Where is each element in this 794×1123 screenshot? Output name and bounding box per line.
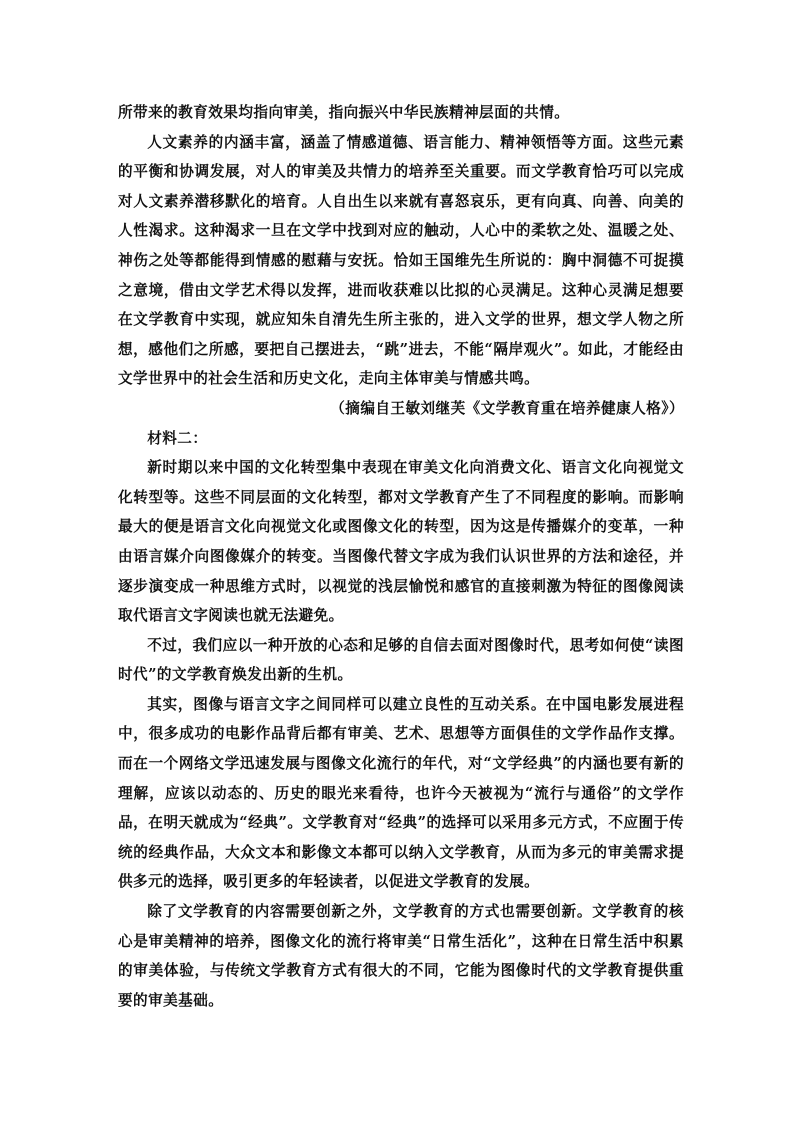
paragraph-humanistic-literacy: 人文素养的内涵丰富，涵盖了情感道德、语言能力、精神领悟等方面。这些元素的平衡和协调发展，对人的审美及共情力的培养至关重要。而文学教育恰巧可以完成对人文素养潜移默化的培育。人自出生以来就有喜怒哀乐，更有向真、向善、向美的人性渴求。这种渴求一旦在文学中找到对应的触动，人心中的柔软之处、温暖之处、神伤之处等都能得到情感的慰藉与安抚。恰如王国维先生所说的：胸中洞德不可捉摸之意境，借由文学艺术得以发挥，进而收获难以比拟的心灵满足。这种心灵满足想要在文学教育中实现，就应知朱自清先生所主张的，进入文学的世界，想文学人物之所想，感他们之所感，要把自己摆进去，“跳”进去，不能“隔岸观火”。如此，才能经由文学世界中的社会生活和历史文化，走向主体审美与情感共鸣。 bbox=[118, 133, 684, 388]
paragraph-cultural-transformation: 新时期以来中国的文化转型集中表现在审美文化向消费文化、语言文化向视觉文化转型等。这些不同层面的文化转型，都对文学教育产生了不同程度的影响。而影响最大的便是语言文化向视觉文化或图像文化的转型，因为这是传播媒介的变革，一种由语言媒介向图像媒介的转变。当图像代替文字成为我们认识世界的方法和途径，并逐步演变成一种思维方式时，以视觉的浅层愉悦和感官的直接刺激为特征的图像阅读取代语言文字阅读也就无法避免。 bbox=[118, 459, 684, 625]
source-citation: （摘编自王敏刘继芙《文学教育重在培养健康人格》） bbox=[330, 399, 684, 417]
paragraph-teaching-method-innovation: 除了文学教育的内容需要创新之外，文学教育的方式也需要创新。文学教育的核心是审美精神的培养，图像文化的流行将审美“日常生活化”，这种在日常生活中积累的审美体验，与传统文学教育方式有很大的不同，它能为图像时代的文学教育提供重要的审美基础。 bbox=[118, 903, 684, 1009]
paragraph-image-text-interaction: 其实，图像与语言文字之间同样可以建立良性的互动关系。在中国电影发展进程中，很多成功的电影作品背后都有审美、艺术、思想等方面俱佳的文学作品作支撑。而在一个网络文学迅速发展与图像文化流行的年代，对“文学经典”的内涵也要有新的理解，应该以动态的、历史的眼光来看待，也许今天被视为“流行与通俗”的文学作品，在明天就成为“经典”。文学教育对“经典”的选择可以采用多元方式，不应囿于传统的经典作品，大众文本和影像文本都可以纳入文学教育，从而为多元的审美需求提供多元的选择，吸引更多的年轻读者，以促进文学教育的发展。 bbox=[118, 695, 684, 891]
paragraph-continuation: 所带来的教育效果均指向审美，指向振兴中华民族精神层面的共情。 bbox=[118, 104, 570, 121]
paragraph-open-mindset: 不过，我们应以一种开放的心态和足够的自信去面对图像时代，思考如何使“读图时代”的文学教育焕发出新的生机。 bbox=[118, 636, 684, 684]
section-heading-material-two: 材料二： bbox=[147, 429, 208, 447]
document-body bbox=[118, 98, 684, 1015]
